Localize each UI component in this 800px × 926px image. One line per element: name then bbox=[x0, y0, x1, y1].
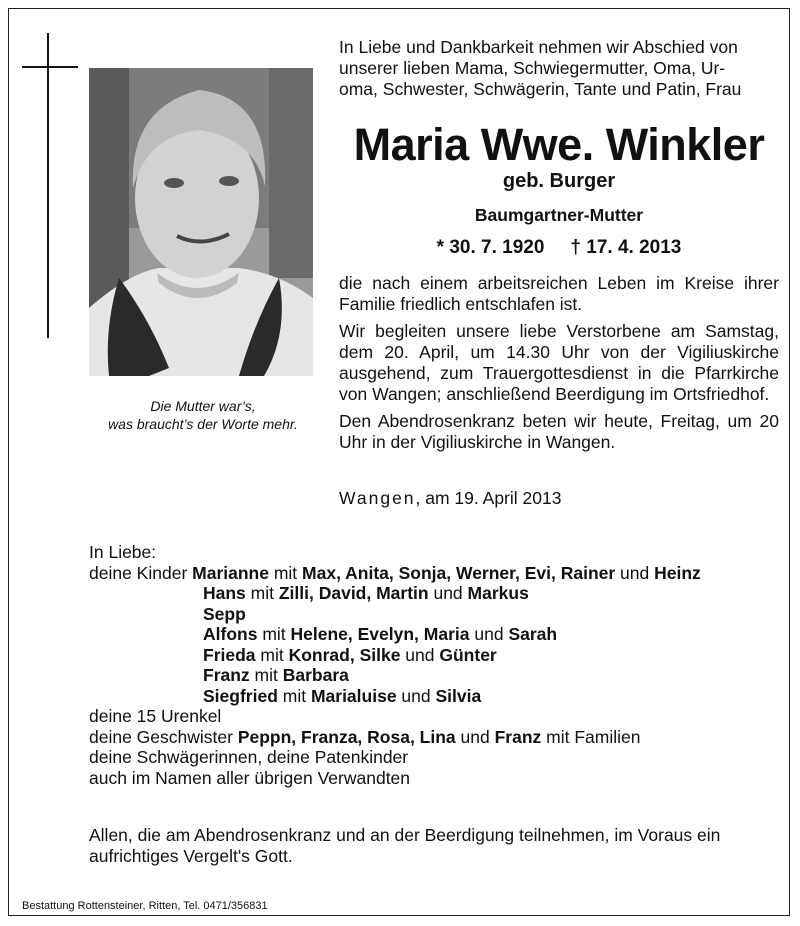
mourners-heading: In Liebe: bbox=[89, 542, 157, 562]
life-dates bbox=[339, 235, 779, 261]
child-row bbox=[89, 665, 779, 686]
intro-line: unserer lieben Mama, Schwiegermutter, Oma, Ur- bbox=[339, 58, 726, 78]
place-date-text: , am 19. April 2013 bbox=[415, 488, 562, 508]
photo-caption bbox=[88, 397, 318, 433]
place-city: Wangen bbox=[339, 488, 416, 508]
cross-icon-bar bbox=[22, 66, 78, 68]
child-row bbox=[89, 583, 779, 604]
family-names: Helene, Evelyn, Maria bbox=[290, 624, 470, 644]
child-row bbox=[89, 563, 779, 584]
family-names: Zilli, David, Martin bbox=[278, 583, 429, 603]
intro-line: In Liebe und Dankbarkeit nehmen wir Abschied von bbox=[339, 37, 738, 57]
birth-date: * 30. 7. 1920 bbox=[436, 237, 545, 258]
connector: und bbox=[469, 624, 509, 644]
family-names: Marialuise bbox=[310, 685, 397, 706]
intro-text bbox=[339, 37, 779, 100]
sibling-name-last: Franz bbox=[494, 726, 542, 747]
connector: und bbox=[400, 644, 440, 665]
child-row bbox=[89, 624, 779, 645]
connector: und bbox=[428, 583, 468, 603]
deceased-name: Maria Wwe. Winkler bbox=[353, 119, 765, 170]
house-name: Baumgartner-Mutter bbox=[474, 205, 644, 225]
funeral-home-footer: Bestattung Rottensteiner, Ritten, Tel. 0471/356831 bbox=[22, 900, 268, 912]
mourners-list bbox=[89, 542, 779, 788]
portrait-photo bbox=[89, 68, 313, 376]
death-date: † 17. 4. 2013 bbox=[570, 237, 682, 258]
intro-line: oma, Schwester, Schwägerin, Tante und Patin, Frau bbox=[339, 79, 742, 99]
siblings-suffix: mit Familien bbox=[541, 726, 641, 747]
cross-icon bbox=[47, 33, 49, 338]
family-names: Max, Anita, Sonja, Werner, Evi, Rainer bbox=[302, 562, 616, 583]
connector: mit bbox=[245, 583, 279, 603]
paragraph: die nach einem arbeitsreichen Leben im Kreise ihrer Familie friedlich entschlafen ist. bbox=[339, 273, 779, 314]
in-laws-row: deine Schwägerinnen, deine Patenkinder bbox=[89, 747, 409, 767]
child-name: Hans bbox=[203, 583, 246, 603]
family-name-last: Günter bbox=[439, 644, 497, 665]
siblings-prefix: deine Geschwister bbox=[89, 726, 238, 747]
connector: mit bbox=[249, 665, 283, 685]
children-prefix: deine Kinder bbox=[89, 562, 193, 583]
child-row bbox=[89, 686, 779, 707]
family-name-last: Sarah bbox=[508, 624, 558, 644]
child-row bbox=[89, 604, 779, 625]
connector: mit bbox=[257, 624, 291, 644]
child-name: Marianne bbox=[192, 562, 269, 583]
connector: und bbox=[455, 726, 495, 747]
child-name: Alfons bbox=[203, 624, 258, 644]
child-name: Franz bbox=[203, 665, 250, 685]
family-name-last: Markus bbox=[467, 583, 529, 603]
closing-text: Allen, die am Abendrosenkranz und an der Beerdigung teilnehmen, im Voraus ein aufrichtiges Vergelt's Gott. bbox=[89, 825, 721, 866]
relatives-row: auch im Namen aller übrigen Verwandten bbox=[89, 767, 411, 788]
sibling-names: Peppn, Franza, Rosa, Lina bbox=[237, 726, 456, 747]
paragraph: Den Abendrosenkranz beten wir heute, Freitag, um 20 Uhr in der Vigiliuskirche in Wangen. bbox=[339, 411, 779, 452]
announcement-text bbox=[339, 273, 779, 459]
siblings-row bbox=[89, 727, 779, 748]
caption-line: Die Mutter war’s, bbox=[150, 398, 256, 414]
caption-line: was braucht’s der Worte mehr. bbox=[108, 416, 298, 432]
paragraph: Wir begleiten unsere liebe Verstorbene am Samstag, dem 20. April, um 14.30 Uhr von der Vigiliuskirche ausgehend, zum Trauergottesdienst in die Pfarrkirche von Wangen; anschließend Beerdigung im Ortsfriedhof. bbox=[339, 321, 779, 404]
connector: und bbox=[396, 685, 436, 706]
birth-name: geb. Burger bbox=[502, 170, 616, 192]
connector: mit bbox=[255, 644, 289, 665]
family-name-last: Heinz bbox=[654, 562, 701, 583]
connector: mit bbox=[268, 562, 303, 583]
family-names: Konrad, Silke bbox=[288, 644, 401, 665]
place-date bbox=[339, 488, 779, 509]
family-name-last: Silvia bbox=[435, 685, 482, 706]
child-name: Siegfried bbox=[203, 685, 278, 706]
connector: mit bbox=[277, 685, 311, 706]
family-names: Barbara bbox=[282, 665, 349, 685]
great-grandchildren-row: deine 15 Urenkel bbox=[89, 706, 222, 726]
connector: und bbox=[615, 562, 655, 583]
child-row bbox=[89, 645, 779, 666]
child-name: Sepp bbox=[203, 603, 246, 624]
child-name: Frieda bbox=[203, 644, 256, 665]
